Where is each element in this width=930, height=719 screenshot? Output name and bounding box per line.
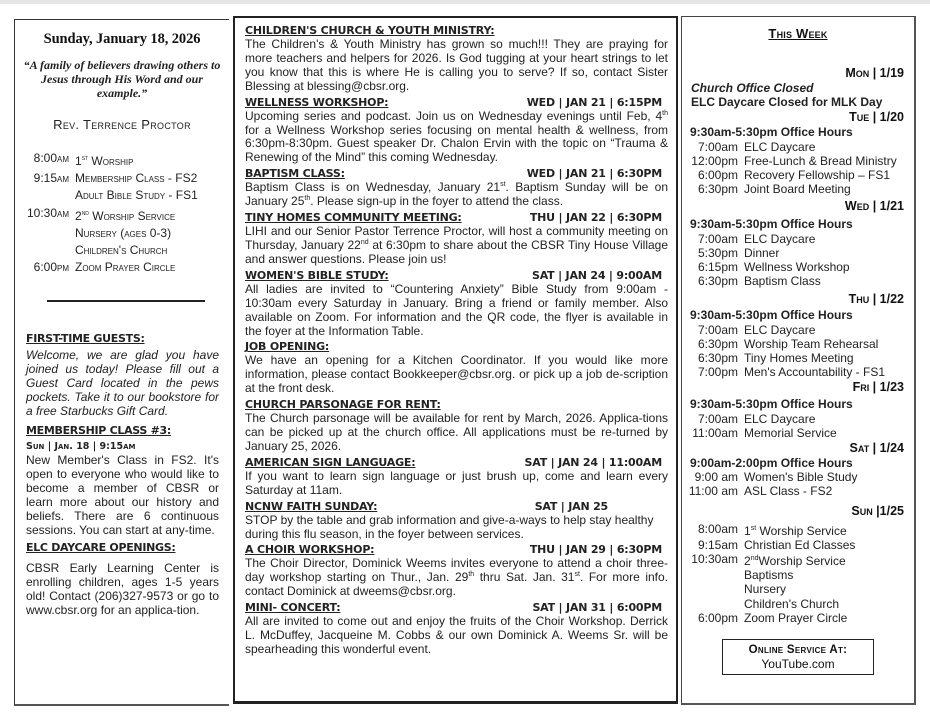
section-title: JOB OPENING: bbox=[245, 340, 330, 354]
online-service-box bbox=[722, 639, 874, 675]
event-item: 7:00pm Men's Accountability - FS1 bbox=[697, 365, 886, 380]
section-when: THU | JAN 29 | 6:30PM bbox=[529, 543, 662, 557]
elc-daycare-body: CBSR Early Learning Center is enrolling children, ages 1-5 years old! Contact (206)327-9573 or go to www.cbsr.org for an applica-tion. bbox=[26, 561, 219, 618]
section-body: STOP by the table and grab information and give-a-ways to help stay healthy during this flu season, in the foyer between services. bbox=[245, 512, 654, 541]
section-when: SAT | JAN 24 | 11:00AM bbox=[524, 455, 662, 469]
left-panel bbox=[14, 19, 229, 706]
section-title: MINI- CONCERT: bbox=[245, 601, 341, 615]
event-item: 7:00am ELC Daycare bbox=[697, 411, 816, 426]
pastor-name: Rev. Terrence Proctor bbox=[53, 117, 191, 132]
schedule-time: 6:00pm bbox=[33, 260, 69, 275]
section-title: A CHOIR WORKSHOP: bbox=[245, 543, 375, 557]
event-item: 9:30am-5:30pm Office Hours bbox=[690, 125, 853, 140]
event-item: Nursery bbox=[744, 582, 787, 597]
section-header bbox=[245, 543, 668, 557]
schedule-row bbox=[15, 170, 229, 187]
schedule-time bbox=[15, 242, 75, 259]
event-item: 12:00pm Free-Lunch & Bread Ministry bbox=[691, 153, 897, 168]
first-time-guests-heading: FIRST-TIME GUESTS: bbox=[26, 332, 145, 346]
event-item: 5:30pm Dinner bbox=[697, 245, 780, 260]
church-motto: “A family of believers drawing others to Jesus through His Word and our example.” bbox=[23, 58, 221, 100]
section-when: THU | JAN 22 | 6:30PM bbox=[529, 211, 662, 225]
section-when: SAT | JAN 24 | 9:00AM bbox=[531, 268, 662, 282]
left-announcements bbox=[15, 332, 229, 617]
section-header bbox=[245, 398, 668, 412]
day-header-fri: Fri | 1/23 bbox=[852, 380, 904, 395]
section-header bbox=[245, 96, 668, 110]
event-item: Baptisms bbox=[744, 568, 794, 583]
schedule-event: Children's Church bbox=[75, 243, 168, 258]
schedule-row bbox=[15, 225, 229, 242]
event-item: 10:30am 2ndWorship Service bbox=[691, 552, 846, 569]
section-body: The Choir Director, Dominick Weems invites everyone to attend a choir three-day workshop starting on Thur., Jan. 29th thru Sat. Jan. 31st. For more info. contact Dominick at dweems@cbsr.org. bbox=[245, 556, 668, 599]
section-header bbox=[245, 167, 668, 181]
day-header-wed: Wed | 1/21 bbox=[844, 199, 904, 214]
event-item: 11:00am Memorial Service bbox=[692, 425, 837, 440]
online-service-link[interactable]: YouTube.com bbox=[761, 657, 835, 672]
schedule-time bbox=[15, 187, 75, 204]
schedule-event: 1st Worship bbox=[75, 154, 134, 168]
event-item: 9:00am-2:00pm Office Hours bbox=[690, 456, 853, 471]
section-body: Baptism Class is on Wednesday, January 21st. Baptism Sunday will be on January 25th. Please sign-up in the foyer to attend the class. bbox=[245, 180, 668, 209]
section-header bbox=[245, 601, 668, 615]
section-header bbox=[245, 340, 668, 354]
event-item: 9:30am-5:30pm Office Hours bbox=[690, 397, 853, 412]
schedule-time: 8:00am bbox=[33, 151, 69, 165]
section-title: WELLNESS WORKSHOP: bbox=[245, 95, 389, 109]
section-header bbox=[245, 211, 668, 225]
event-item: 6:00pm Recovery Fellowship – FS1 bbox=[697, 168, 891, 183]
day-header-tue: Tue | 1/20 bbox=[849, 110, 904, 125]
day-header-mon: Mon | 1/19 bbox=[845, 66, 904, 80]
event-item: 6:30pm Joint Board Meeting bbox=[697, 182, 851, 197]
event-item: ELC Daycare Closed for MLK Day bbox=[691, 95, 883, 110]
event-item: 9:00 am Women's Bible Study bbox=[694, 470, 858, 485]
event-item: 9:30am-5:30pm Office Hours bbox=[690, 217, 853, 232]
section-title: NCNW FAITH SUNDAY: bbox=[245, 499, 378, 513]
top-edge bbox=[0, 0, 930, 4]
event-item: 8:00am 1st Worship Service bbox=[697, 521, 847, 538]
section-header bbox=[245, 500, 668, 514]
membership-class-body: New Member's Class in FS2. It's open to everyone who would like to become a member of CBSR or learn more about our history and beliefs. There are 6 continuous sessions. You can start at any-time. bbox=[26, 453, 219, 538]
divider bbox=[47, 300, 205, 302]
section-when: SAT | JAN 31 | 6:00PM bbox=[532, 601, 662, 615]
event-item: 7:00am ELC Daycare bbox=[697, 139, 816, 154]
event-item: 6:00pm Zoom Prayer Circle bbox=[697, 610, 848, 625]
sunday-schedule bbox=[15, 150, 229, 276]
elc-daycare-heading: ELC DAYCARE OPENINGS: bbox=[26, 541, 176, 555]
day-header-thu: Thu | 1/22 bbox=[848, 292, 904, 307]
section-body: All are invited to come out and enjoy the fruits of the Choir Workshop. Derrick L. McDuffey, Jacqueine M. Cobbs & our own Dominick A. Weems Sr. will be spearheading this wonderful event. bbox=[245, 614, 668, 656]
schedule-event: Adult Bible Study - FS1 bbox=[75, 188, 198, 203]
section-body: The Church parsonage will be available for rent by March, 2026. Applica-tions can be picked up at the church office. All applications must be re-turned by January 25, 2026. bbox=[245, 411, 668, 453]
section-body: If you want to learn sign language or just brush up, come and learn every Saturday at 11am. bbox=[245, 468, 668, 497]
event-item: 6:30pm Worship Team Rehearsal bbox=[697, 336, 879, 351]
section-title: CHURCH PARSONAGE FOR RENT: bbox=[245, 398, 441, 412]
section-title: BAPTISM CLASS: bbox=[245, 167, 345, 181]
event-item: 9:15am Christian Ed Classes bbox=[697, 537, 856, 552]
schedule-row bbox=[15, 259, 229, 276]
schedule-time bbox=[15, 225, 75, 242]
section-body: Upcoming series and podcast. Join us on Wednesday evenings until Feb, 4th for a Wellness Workshop series focusing on mental health & wellness, from 6:30pm-8:30pm. Guest speaker Dr. Chalon Ervin with the topic on “Trauma & Renewing of the Mind” this coming Wednesday. bbox=[245, 108, 668, 165]
section-header bbox=[245, 24, 668, 38]
schedule-row bbox=[15, 150, 229, 170]
event-item: 6:15pm Wellness Workshop bbox=[697, 260, 850, 275]
event-item: 9:30am-5:30pm Office Hours bbox=[690, 308, 853, 323]
schedule-row bbox=[15, 242, 229, 259]
first-time-guests-body: Welcome, we are glad you have joined us today! Please fill out a Guest Card located in the pews pockets. Take it to our bookstore for a free Starbucks Gift Card. bbox=[26, 348, 219, 419]
schedule-event: Membership Class - FS2 bbox=[75, 171, 198, 186]
this-week-panel bbox=[681, 16, 916, 705]
online-service-label: Online Service At: bbox=[748, 644, 848, 657]
schedule-event: Nursery (ages 0-3) bbox=[75, 225, 172, 240]
section-when: SAT | JAN 25 bbox=[534, 499, 608, 513]
section-body: We have an opening for a Kitchen Coordinator. If you would like more information, please contact Bookkeeper@cbsr.org. or pick up a job de-scription at the front desk. bbox=[245, 353, 668, 396]
section-body: All ladies are invited to “Countering Anxiety” Bible Study from 9:00am - 10:30am every Saturday in January. Bring a friend or family member. Also available on Zoom. For information and the QR code, the flyer is available in the foyer at the Information Table. bbox=[245, 281, 668, 338]
section-header bbox=[245, 269, 668, 283]
section-title: AMERICAN SIGN LANGUAGE: bbox=[245, 455, 416, 469]
announcements-panel bbox=[233, 16, 678, 704]
schedule-event: Zoom Prayer Circle bbox=[75, 260, 176, 275]
event-item: Children's Church bbox=[744, 596, 839, 611]
day-header-sun: Sun |1/25 bbox=[851, 503, 904, 518]
section-title: CHILDREN'S CHURCH & YOUTH MINISTRY: bbox=[245, 24, 495, 37]
section-header bbox=[245, 456, 668, 470]
membership-class-heading: MEMBERSHIP CLASS #3: bbox=[26, 424, 171, 438]
schedule-event: 2nd Worship Service bbox=[75, 208, 176, 223]
schedule-time: 9:15am bbox=[33, 171, 69, 186]
schedule-time: 10:30am bbox=[26, 205, 69, 220]
section-when: WED | JAN 21 | 6:15PM bbox=[526, 95, 662, 109]
section-body: The Children's & Youth Ministry has grown so much!!! They are praying for more teachers and helpers for 2026. Is God tugging at your heart strings to let you know that this is where He is calling you to serve? If so, contact Sister Blessing at blessing@cbsr.org. bbox=[245, 37, 668, 93]
section-body: LIHI and our Senior Pastor Terrence Proctor, will host a community meeting on Thursday, January 22nd at 6:30pm to share about the CBSR Tiny House Village and answer questions. Please join us! bbox=[245, 224, 669, 266]
membership-class-when: Sun | Jan. 18 | 9:15am bbox=[26, 441, 136, 453]
bulletin-date: Sunday, January 18, 2026 bbox=[43, 31, 201, 47]
event-item: 7:00am ELC Daycare bbox=[697, 322, 816, 337]
section-title: WOMEN'S BIBLE STUDY: bbox=[245, 268, 389, 282]
schedule-row bbox=[15, 187, 229, 204]
section-title: TINY HOMES COMMUNITY MEETING: bbox=[245, 211, 462, 225]
event-item: 7:00am ELC Daycare bbox=[697, 231, 816, 246]
event-item: 6:30pm Baptism Class bbox=[697, 274, 821, 289]
day-header-sat: Sat | 1/24 bbox=[849, 441, 904, 456]
this-week-title: This Week bbox=[768, 26, 828, 41]
event-item: 11:00 am ASL Class - FS2 bbox=[688, 484, 833, 499]
event-item: 6:30pm Tiny Homes Meeting bbox=[697, 351, 854, 366]
section-when: WED | JAN 21 | 6:30PM bbox=[526, 167, 662, 181]
schedule-row bbox=[15, 205, 229, 225]
event-item: Church Office Closed bbox=[691, 81, 814, 95]
